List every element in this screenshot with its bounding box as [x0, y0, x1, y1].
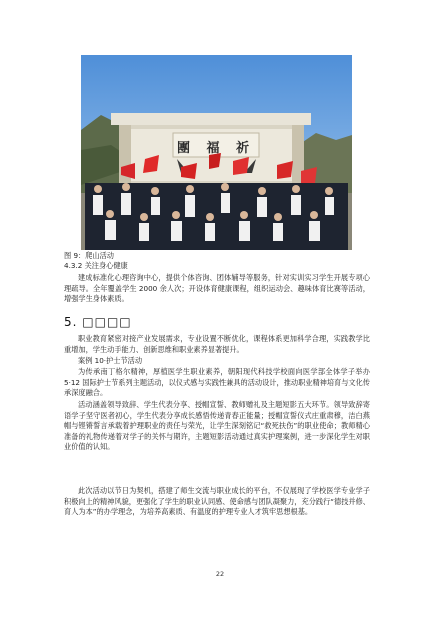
gate-plaque-text: 團 福 祈 [176, 141, 256, 156]
paragraph-nurses-day-intro: 为传承南丁格尔精神，厚植医学生职业素养，朝阳现代科技学校面向医学部全体学子举办 5·12 国际护士节系列主题活动，以仪式感与实践性兼具的活动设计，推动职业精神培育与文化传承深度融合。 [64, 367, 370, 398]
section-heading: 5. □□□□ [64, 315, 132, 329]
paragraph-mental-health: 建成标准化心理咨询中心，提供个体咨询、团体辅导等服务，针对实训实习学生开展专项心理疏导。全年覆盖学生 2000 余人次；开设体育健康课程，组织运动会、趣味体育比赛等活动，增强学生身体素质。 [64, 273, 370, 304]
subsection-heading: 4.3.2 关注身心健康 [64, 261, 128, 270]
page-number: 22 [215, 570, 225, 578]
paragraph-nurses-day-activities: 活动涵盖领导致辞、学生代表分享、授帽宣誓、教师赠礼及主题短影五大环节。领导致辞寄语学子坚守医者初心，学生代表分享成长感悟传递青春正能量；授帽宣誓仪式庄重肃穆，洁白燕帽与铿锵誓言承载着护理职业的责任与荣光，让学生深刻铭记“救死扶伤”的职业使命；教师精心准备的礼物传递着对学子的关怀与期许，主题短影活动通过真实护理案例，进一步深化学生对职业价值的认知。 [64, 400, 370, 452]
paragraph-vocational-education: 职业教育紧密对接产业发展需求，专业设置不断优化，课程体系更加科学合理，实践教学比重增加，学生动手能力、创新思维和职业素养显著提升。 [64, 334, 370, 354]
figure-caption: 图 9：爬山活动 [64, 251, 114, 260]
case-heading: 案例 10·护士节活动 [78, 356, 143, 365]
paragraph-nurses-day-summary: 此次活动以节日为契机，搭建了师生交流与职业成长的平台，不仅展现了学校医学专业学子积极向上的精神风貌，更强化了学生的职业认同感、使命感与团队凝聚力，充分践行“德技并修、育人为本”的办学理念，为培养高素质、有温度的护理专业人才筑牢思想根基。 [64, 486, 370, 517]
hiking-activity-photo [81, 55, 352, 250]
